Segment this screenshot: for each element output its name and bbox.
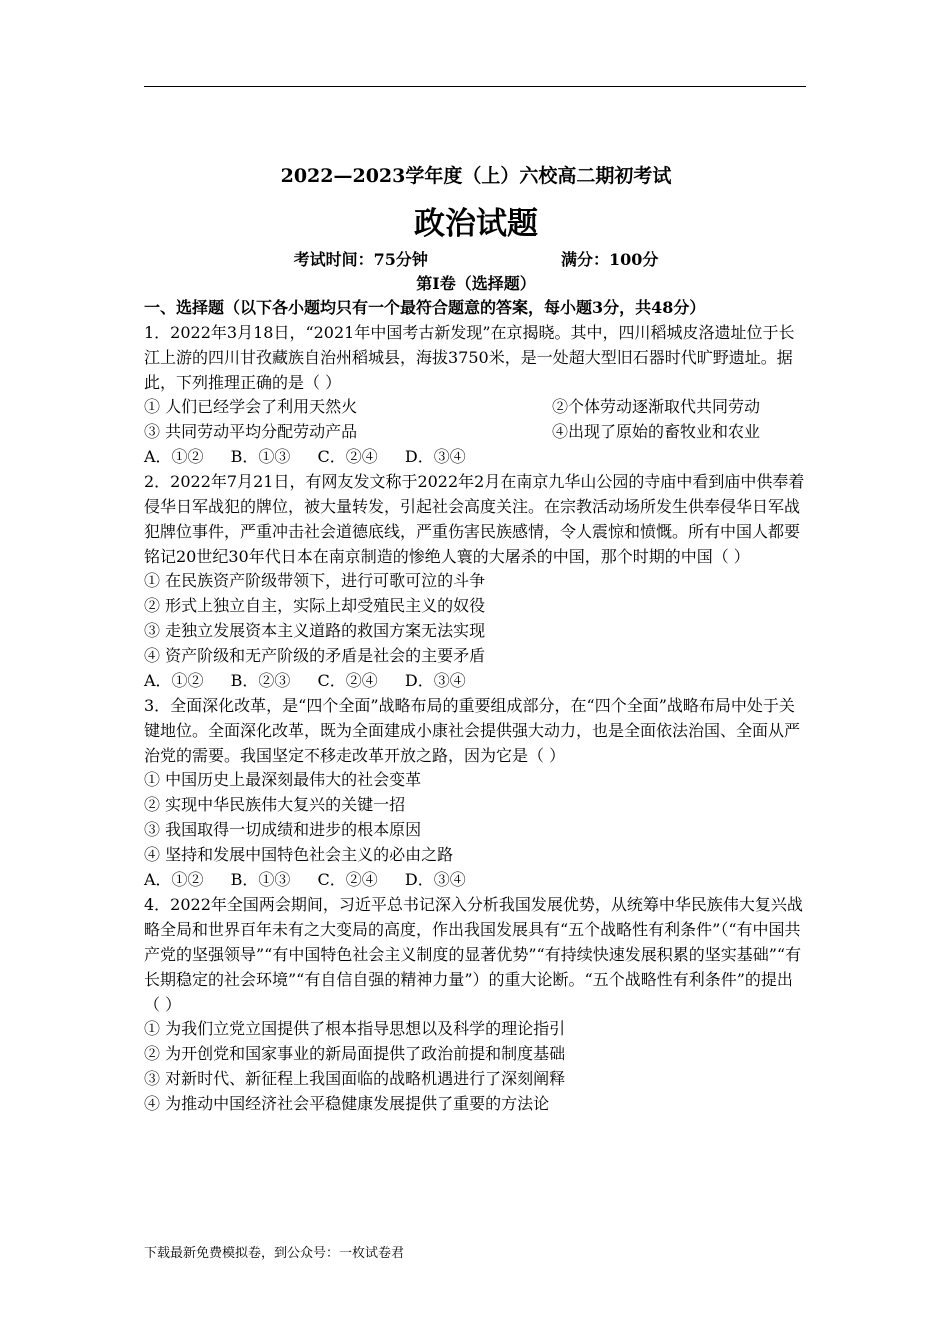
answer-c: C．②④ xyxy=(317,446,378,466)
volume-label: 第Ⅰ卷（选择题） xyxy=(416,274,536,293)
subject-title: 政治试题 xyxy=(414,206,538,242)
option-1: ① 在民族资产阶级带领下，进行可歌可泣的斗争 xyxy=(144,571,486,591)
option-1: ① 人们已经学会了利用天然火 xyxy=(144,397,358,416)
section-title: 一、选择题（以下各小题均只有一个最符合题意的答案，每小题3分，共48分） xyxy=(144,298,706,317)
question-2 xyxy=(144,469,808,693)
option-3: ③ 走独立发展资本主义道路的救国方案无法实现 xyxy=(144,620,486,640)
exam-page xyxy=(144,160,808,1117)
question-3 xyxy=(144,693,808,892)
question-stem: 1．2022年3月18日，“2021年中国考古新发现”在京揭晓。其中，四川稻城皮洛遗址位于长江上游的四川甘孜藏族自治州稻城县，海拔3750米，是一处超大型旧石器时代旷野遗址。据此，下列推理正确的是（ ） xyxy=(144,323,795,392)
option-2: ② 实现中华民族伟大复兴的关键一招 xyxy=(144,795,406,815)
exam-time: 考试时间：75分钟 xyxy=(293,250,428,269)
answer-b: B．①③ xyxy=(230,446,291,466)
answer-a: A．①② xyxy=(144,670,204,690)
option-3: ③ 对新时代、新征程上我国面临的战略机遇进行了深刻阐释 xyxy=(144,1068,566,1088)
answer-d: D．③④ xyxy=(404,869,466,889)
exam-score: 满分：100分 xyxy=(560,250,659,269)
answer-d: D．③④ xyxy=(404,446,466,466)
question-stem: 2．2022年7月21日，有网友发文称于2022年2月在南京九华山公园的寺庙中看到庙中供奉着侵华日军战犯的牌位，被大量转发，引起社会高度关注。在宗教活动场所发生供奉侵华日军战犯牌位事件，严重冲击社会道德底线，严重伤害民族感情，令人震惊和愤慨。所有中国人都要铭记20世纪30年代日本在南京制造的惨绝人寰的大屠杀的中国，那个时期的中国（ ） xyxy=(144,472,805,567)
answer-choices xyxy=(144,445,808,470)
option-1: ① 为我们立党立国提供了根本指导思想以及科学的理论指引 xyxy=(144,1019,566,1039)
footer-note: 下载最新免费模拟卷，到公众号：一枚试卷君 xyxy=(144,1246,405,1261)
question-stem: 3．全面深化改革，是“四个全面”战略布局的重要组成部分，在“四个全面”战略布局中处于关键地位。全面深化改革，既为全面建成小康社会提供强大动力，也是全面依法治国、全面从严治党的需要。我国坚定不移走改革开放之路，因为它是（ ） xyxy=(144,696,801,766)
answer-choices xyxy=(144,868,808,893)
option-3: ③ 我国取得一切成绩和进步的根本原因 xyxy=(144,819,422,839)
question-stem: 4．2022年全国两会期间，习近平总书记深入分析我国发展优势，从统筹中华民族伟大复兴战略全局和世界百年未有之大变局的高度，作出我国发展具有“五个战略性有利条件”（“有中国共产党的坚强领导”“有中国特色社会主义制度的显著优势”“有持续快速发展积累的坚实基础”“有长期稳定的社会环境”“有自信自强的精神力量”）的重大论断。“五个战略性有利条件”的提出（ ） xyxy=(144,895,803,1015)
option-4: ④ 资产阶级和无产阶级的矛盾是社会的主要矛盾 xyxy=(144,645,486,665)
option-2: ②个体劳动逐渐取代共同劳动 xyxy=(552,397,761,416)
option-2: ② 形式上独立自主，实际上却受殖民主义的奴役 xyxy=(144,596,486,616)
answer-choices xyxy=(144,669,808,694)
option-4: ④出现了原始的畜牧业和农业 xyxy=(552,421,761,441)
exam-title-line: 2022—2023学年度（上）六校高二期初考试 xyxy=(280,165,672,187)
answer-a: A．①② xyxy=(144,446,204,466)
option-row xyxy=(144,420,808,445)
option-4: ④ 坚持和发展中国特色社会主义的必由之路 xyxy=(144,844,454,864)
option-1: ① 中国历史上最深刻最伟大的社会变革 xyxy=(144,770,422,790)
answer-d: D．③④ xyxy=(404,670,466,690)
header-rule xyxy=(144,86,806,87)
answer-c: C．②④ xyxy=(317,670,378,690)
option-4: ④ 为推动中国经济社会平稳健康发展提供了重要的方法论 xyxy=(144,1093,550,1113)
option-3: ③ 共同劳动平均分配劳动产品 xyxy=(144,421,358,441)
answer-c: C．②④ xyxy=(317,869,378,889)
question-4 xyxy=(144,892,808,1116)
answer-b: B．①③ xyxy=(230,869,291,889)
exam-meta xyxy=(144,248,808,272)
option-2: ② 为开创党和国家事业的新局面提供了政治前提和制度基础 xyxy=(144,1044,566,1064)
option-row xyxy=(144,395,808,420)
answer-a: A．①② xyxy=(144,869,204,889)
answer-b: B．②③ xyxy=(230,670,291,690)
question-1 xyxy=(144,320,808,469)
